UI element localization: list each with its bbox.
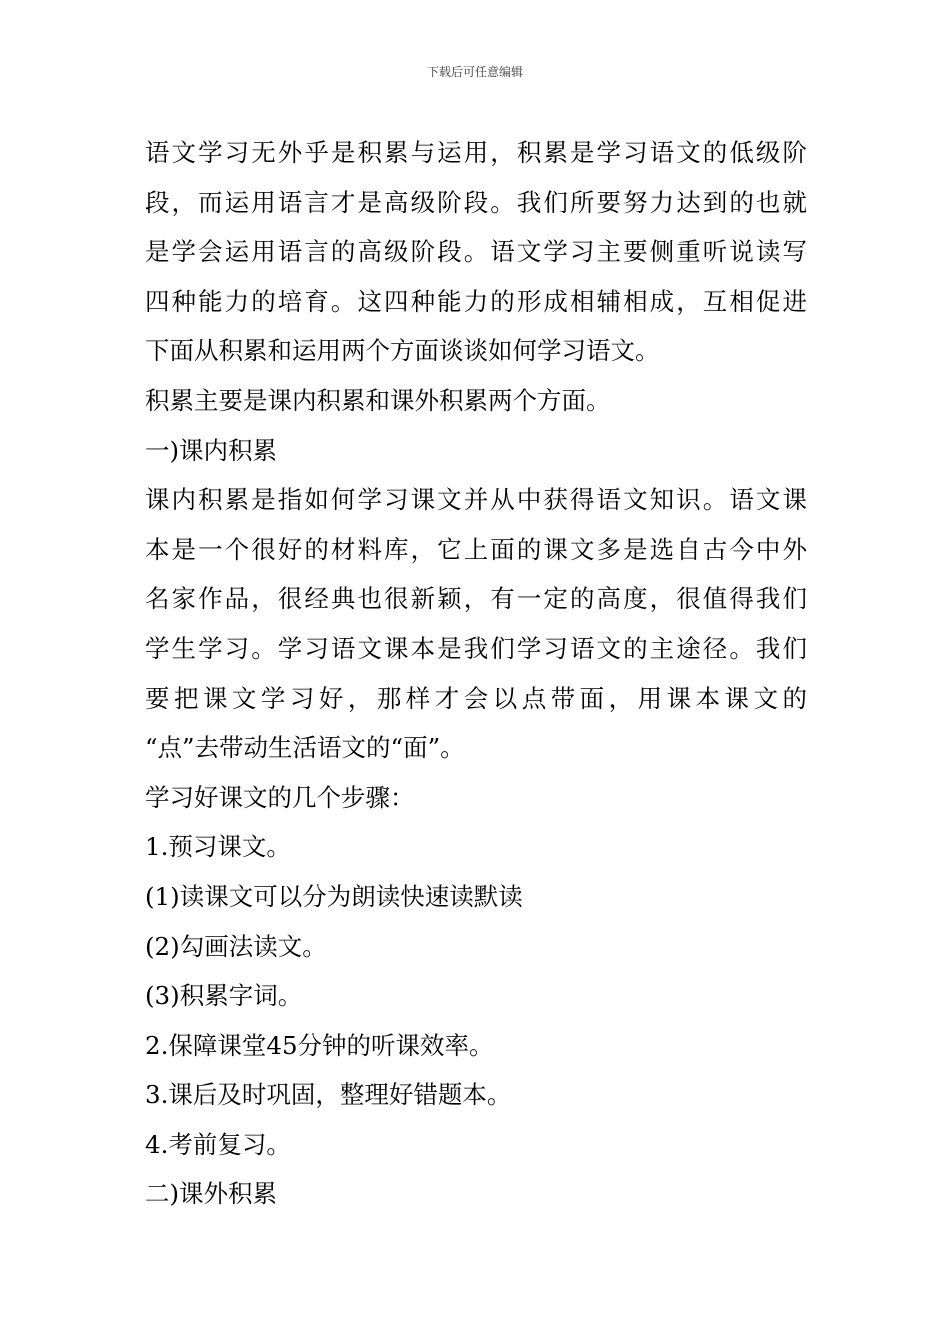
body-text-line: 段，而运用语言才是高级阶段。我们所要努力达到的也就 bbox=[145, 187, 807, 217]
body-text-line: 是学会运用语言的高级阶段。语文学习主要侧重听说读写 bbox=[145, 237, 807, 267]
body-text-line: 下面从积累和运用两个方面谈谈如何学习语文。 bbox=[145, 336, 660, 366]
body-text-line: 1.预习课文。 bbox=[145, 832, 291, 862]
body-text-line: 积累主要是课内积累和课外积累两个方面。 bbox=[145, 385, 611, 415]
body-text-line: 语文学习无外乎是积累与运用，积累是学习语文的低级阶 bbox=[145, 138, 807, 167]
body-text-line: (2)勾画法读文。 bbox=[145, 931, 327, 961]
body-text-line: 课内积累是指如何学习课文并从中获得语文知识。语文课 bbox=[145, 485, 807, 515]
body-text-line: 要把课文学习好，那样才会以点带面，用课本课文的 bbox=[145, 683, 807, 713]
body-text-line: 名家作品，很经典也很新颖，有一定的高度，很值得我们 bbox=[145, 584, 807, 614]
body-text-line: 四种能力的培育。这四种能力的形成相辅相成，互相促进 bbox=[145, 286, 807, 316]
body-text-line: 3.课后及时巩固，整理好错题本。 bbox=[145, 1080, 512, 1110]
body-text-line: “点”去带动生活语文的“面”。 bbox=[145, 733, 465, 763]
body-text-line: 本是一个很好的材料库，它上面的课文多是选自古今中外 bbox=[145, 534, 807, 564]
body-text-line: (3)积累字词。 bbox=[145, 981, 303, 1011]
body-text-line: 学习好课文的几个步骤： bbox=[145, 782, 415, 812]
document-body bbox=[145, 128, 807, 1219]
body-text-line: (1)读课文可以分为朗读快速读默读 bbox=[145, 881, 523, 911]
body-text-line: 学生学习。学习语文课本是我们学习语文的主途径。我们 bbox=[145, 633, 807, 663]
body-text-line: 4.考前复习。 bbox=[145, 1129, 291, 1159]
body-text-line: 二)课外积累 bbox=[145, 1179, 278, 1209]
body-text-line: 2.保障课堂45分钟的听课效率。 bbox=[145, 1030, 494, 1060]
page-header-note: 下载后可任意编辑 bbox=[426, 65, 523, 79]
body-text-line: 一)课内积累 bbox=[145, 435, 278, 465]
